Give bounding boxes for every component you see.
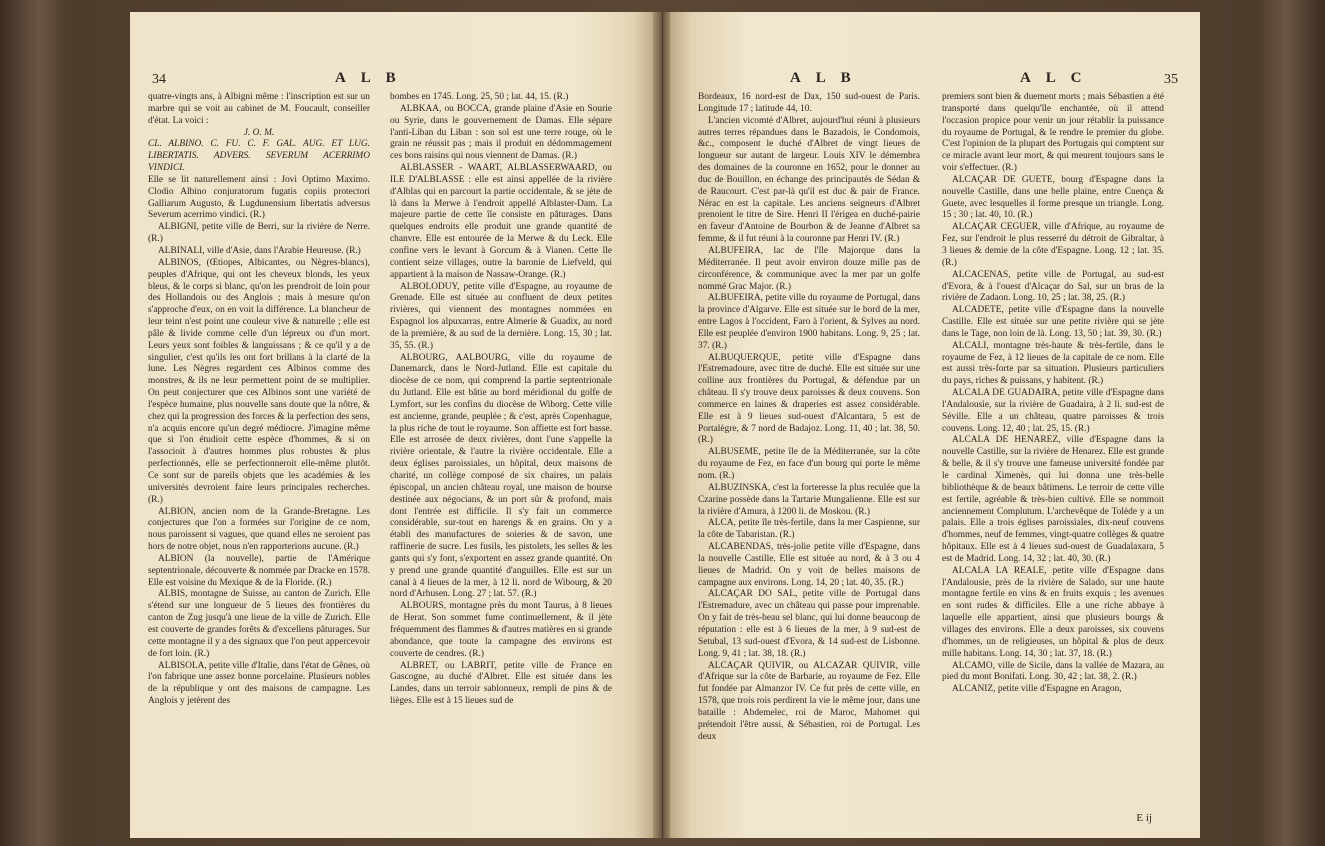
entry: ALBIGNI, petite ville de Berri, sur la rivière de Nerre. (R.) [148,222,370,245]
entry: ALCALA LA REALE, petite ville d'Espagne dans l'Andalousie, près de la rivière de Salado, sur une haute montagne fertile en vins & en fruits exquis ; les avenues en sont rudes & difficiles. Elle a une riche abbaye à laquelle elle appartient, ainsi que plusieurs bourgs & villages des environs. Elle a deux paroisses, six couvens d'hommes, un de religieuses, un hôpital & plus de deux mille habitans. Long. 14, 30 ; lat. 37, 18. (R.) [942,565,1164,659]
entry: ALBION (la nouvelle), partie de l'Amérique septentrionale, découverte & nommée par Dracke en 1578. Elle est voisine du Mexique & de la Floride. (R.) [148,553,370,588]
entry: ALCA, petite île très-fertile, dans la mer Caspienne, sur la côte de Tabaristan. (R.) [698,518,920,541]
entry: ALCAÇAR DE GUETE, bourg d'Espagne dans la nouvelle Castille, dans une belle plaine, entre Cuença & Guete, avec lesquelles il forme presque un triangle. Long. 15 ; 30 ; lat. 40, 10. (R.) [942,174,1164,221]
page-number: 35 [1164,72,1178,87]
entry: ALCALA DE GUADAIRA, petite ville d'Espagne dans l'Andalousie, sur la rivière de Guadaira, à 2 li. sud-est de Séville. Elle a un château, quatre paroisses & trois couvens. Long. 12, 40 ; lat. 25, 15. (R.) [942,388,1164,434]
entry: ALCABENDAS, très-jolie petite ville d'Espagne, dans la nouvelle Castille. Elle est située au nord, & à 3 ou 4 lieues de Madrid. On y voit de belles maisons de campagne aux environs. Long. 14, 20 ; lat. 40, 35. (R.) [698,542,920,588]
entry: ALBIS, montagne de Suisse, au canton de Zurich. Elle s'étend sur une longueur de 5 lieues des frontières du canton de Zug jusqu'à une lieue de la ville de Zurich. Elle est couverte de grandes forêts & d'excellens pâturages. Sur cette montagne il y a des signaux que l'on peut appercevoir de fort loin. (R.) [148,589,370,659]
entry: Bordeaux, 16 nord-est de Dax, 150 sud-ouest de Paris. Longitude 17 ; latitude 44, 10. [698,92,920,114]
entry: ALCALA DE HENAREZ, ville d'Espagne dans la nouvelle Castille, sur la rivière de Henarez. Elle est grande & belle, & il s'y trouve une fameuse université fondée par le cardinal Ximenès, qui lui donna une très-belle bibliothèque & de beaux bâtimens. Le terroir de cette ville est fertile, agréable & très-bien cultivé. Elle se nommoit anciennement Complutum. L'archevêque de Tolède y a un palais. Elle a trois églises paroissiales, dix-neuf couvens d'hommes, neuf de femmes, vingt-quatre collèges & quatre hôpitaux. Elle est à 4 lieues sud-ouest de Guadalaxara, 5 est de Madrid. Long. 14, 32 ; lat. 40, 30. (R.) [942,435,1164,564]
inscription: CL. ALBINO. C. FU. C. F. GAL. AUG. ET LUG. LIBERTATIS. ADVERS. SEVERUM ACERRIMO VINDICI. [148,139,370,174]
right-column [390,92,612,708]
entry: ALBINALI, ville d'Asie, dans l'Arabie Heureuse. (R.) [158,245,361,256]
entry: ALCAÇAR CEGUER, ville d'Afrique, au royaume de Fez, sur l'endroit le plus resserré du détroit de Gibraltar, à 3 lieues & demie de la côte d'Espagne. Long. 12 ; lat. 35. (R.) [942,222,1164,268]
entry: ALBUZINSKA, c'est la forteresse la plus reculée que la Czarine possède dans la Tartarie Mungalienne. Elle est sur la rivière d'Amura, à 1200 li. de Moskou. (R.) [698,482,920,517]
right-page [670,12,1200,838]
left-column [148,92,370,708]
entry: ALBKAA, ou BOCCA, grande plaine d'Asie en Sourie ou Syrie, dans le gouvernement de Damas. Elle sépare l'anti-Liban du Liban : son sol est une terre rouge, où le grain ne réussit pas ; mais il produit en dédommagement ces bons raisins qui nous viennent de Damas. (R.) [390,103,612,162]
entry: ALCAÇAR QUIVIR, ou ALCAZAR QUIVIR, ville d'Afrique sur la côte de Barbarie, au royaume de Fez. Elle fut fondée par Almanzor IV. Ce fut près de cette ville, en 1578, que trois rois perdirent la vie le même jour, dans une bataille : Abdemelec, roi de Maroc, Mahomet qui prétendoit l'être aussi, & Sébastien, roi de Portugal. Les deux [698,660,920,742]
entry: ALBLASSER - WAART, ALBLASSERWAARD, ou ILE D'ALBLASSE : elle est ainsi appellée de la rivière d'Alblas qui en parcourt la partie occidentale, & se jète de là dans la Merwe à l'endroit appellé Alblaster-Dam. La majeure partie de cette île consiste en pâturages. Dans quelques endroits elle produit une grande quantité de chanvre. Elle est entourée de la Merwe & du Leck. Elle confine vers le levant à Gorcum & à Vianen. Cette île contient seize villages, outre la baronie de Liefveld, qui appartient à la maison de Nassaw-Orange. (R.) [390,163,612,280]
running-head-left: A L B [790,70,857,86]
entry: ALBISOLA, petite ville d'Italie, dans l'état de Gênes, où l'on fabrique une assez bonne porcelaine. Plusieurs nobles de la république y ont des maisons de campagne. Les Anglois y jetèrent des [148,660,370,707]
page-number: 34 [152,72,166,87]
entry: ALBUSEME, petite île de la Méditerranée, sur la côte du royaume de Fez, en face d'un bourg qui porte le même nom. (R.) [698,447,920,481]
entry: bombes en 1745. Long. 25, 50 ; lat. 44, 15. (R.) [390,92,569,102]
entry: ALBUFEIRA, petite ville du royaume de Portugal, dans la province d'Algarve. Elle est située sur le bord de la mer, entre Lagos à l'occident, Faro à l'orient, & Sylves au nord. Elle est peuplée d'environ 1900 habitans. Long. 9, 25 ; lat. 37. (R.) [698,293,920,351]
paragraph: Elle se lit naturellement ainsi : Jovi Optimo Maximo. Clodio Albino conjuratorum fugatis copiis protectori Galliarum Augusto, & Lugdunensium libertatis adversus Severum acerrimo vindici. (R.) [148,174,370,221]
entry: ALBION, ancien nom de la Grande-Bretagne. Les conjectures que l'on a formées sur l'origine de ce nom, nous paroissent si vagues, que quand elles ne seroient pas hors de notre objet, nous n'en rapporterions aucune. (R.) [148,506,370,553]
entry: ALCALI, montagne très-haute & très-fertile, dans le royaume de Fez, à 12 lieues de la capitale de ce nom. Elle est aussi très-forte par sa situation. Plusieurs particuliers du pays, riches & puissans, y habitent. (R.) [942,340,1164,387]
running-head: A L B [335,70,402,86]
entry: ALCACENAS, petite ville de Portugal, au sud-est d'Evora, & à l'ouest d'Alcaçar do Sal, sur un bras de la rivière de Zadaon. Long. 10, 25 ; lat. 38, 25. (R.) [942,269,1164,304]
entry: ALCAMO, ville de Sicile, dans la vallée de Mazara, au pied du mont Bonifati. Long. 30, 42 ; lat. 38, 2. (R.) [942,660,1164,683]
entry: ALCANIZ, petite ville d'Espagne en Aragon, [952,684,1122,695]
entry: ALCADETE, petite ville d'Espagne dans la nouvelle Castille. Elle est située sur une petite rivière qui se jète dans le Tage, non loin de là. Long. 13, 50 ; lat. 39, 30. (R.) [942,305,1164,339]
entry: ALBUFEIRA, lac de l'île Majorque dans la Méditerranée. Il peut avoir environ douze mille pas de circonférence, & communique avec la mer par un golfe nommé Grac Major. (R.) [698,245,920,292]
entry: ALCAÇAR DO SAL, petite ville de Portugal dans l'Estremadure, avec un château qui passe pour imprenable. On y fait de très-beau sel blanc, qui lui donne beaucoup de réputation : elle est à 6 lieues de la mer, à 9 sud-est de Setubal, 13 sud-ouest d'Evora, & 14 sud-est de Lisbonne. Long. 9, 41 ; lat. 38, 18. (R.) [698,589,920,659]
entry: L'ancien vicomté d'Albret, aujourd'hui réuni à plusieurs autres terres répandues dans le Bazadois, le Condomois, &c., composent le duché d'Albret de vingt lieues de longueur sur autant de largeur. Louis XIV le démembra des domaines de la couronne en 1652, pour le donner au duc de Bouillon, en échange des principautés de Sédan & de Raucourt. C'est par-là qu'il est duc & pair de France. Nérac en est la capitale. Les anciens seigneurs d'Albret prenoient le titre de Sire. Henri II l'érigea en duché-pairie en faveur d'Antoine de Bourbon & de Jeanne d'Albret sa femme, & il fut réuni à la couronne par Henri IV. (R.) [698,115,920,245]
left-page [130,12,655,838]
right-column [942,92,1164,696]
left-column [698,92,920,743]
entry: premiers sont bien & duement morts ; mais Sébastien a été transporté dans quelqu'île enchantée, où il attend l'occasion propice pour venir un jour rétablir la puissance du royaume de Portugal, & le rendre le premier du globe. C'est l'opinion de la plupart des Portugais qui comptent sur ce miracle avant leur mort, & qui meurent toujours sans le voir s'effectuer. (R.) [942,92,1164,174]
entry: ALBOLODUY, petite ville d'Espagne, au royaume de Grenade. Elle est située au confluent de deux petites rivières, qui viennent des montagnes nommées en Espagnol los alpuxarras, entre Almerie & Guadix, au nord de la première, & au sud de la dernière. Long. 15, 30 ; lat. 35, 55. (R.) [390,281,612,351]
entry: ALBRET, ou LABRIT, petite ville de France en Gascogne, au duché d'Albret. Elle est située dans les Landes, dans un terroir sablonneux, rempli de pins & de lièges. Elle est à 15 lieues sud de [390,660,612,707]
entry: ALBOURS, montagne près du mont Taurus, à 8 lieues de Herat. Son sommet fume continuellement, & il jète fréquemment des flammes & d'autres matières en si grande abondance, que toute la campagne des environs est couverte de cendres. (R.) [390,601,612,659]
entry: ALBUQUERQUE, petite ville d'Espagne dans l'Estremadoure, avec titre de duché. Elle est située sur une colline aux frontières du Portugal, & défendue par un château. Il s'y trouve deux paroisses & deux couvens. Son commerce en laines & draperies est assez considérable. Elle est à 9 lieues sud-ouest d'Alcantara, 5 est de Portalègre, & 7 nord de Badajoz. Long. 11, 40 ; lat. 38, 50. (R.) [698,352,920,446]
signature-mark: E ij [1136,812,1152,824]
inscription-heading: J. O. M. [243,127,275,138]
entry: ALBOURG, AALBOURG, ville du royaume de Danemarck, dans le Nord-Jutland. Elle est capitale du diocèse de ce nom, qui comprend la partie septentrionale du Jutland. Elle est bâtie au bord méridional du golfe de Lymfort, sur les confins du diocèse de Wiborg. Cette ville est ancienne, grande, peuplée ; & c'est, après Copenhague, la plus riche de tout le royaume. Son affiette est fort basse. Elle est arrosée de deux rivières, dont l'une s'appelle la rivière orientale, & l'autre la rivière occidentale. Elle a deux églises paroissiales, un hôpital, deux maisons de charité, un collège composé de six chaires, un palais épiscopal, un ancien château royal, une maison de bourse destinée aux négocians, & un port sûr & profond, mais dont l'entrée est difficile. Il s'y fait un commerce considérable, sur-tout en harengs & en grains. On y a établi des manufactures de soieries & de savon, une raffinerie de sucre. Les fusils, les pistolets, les selles & les gants qui s'y font, s'exportent en assez grande quantité. On y prend une grande quantité d'anguilles. Elle est sur un canal à 4 lieues de la mer, à 12 li. nord de Wibourg, & 20 nord d'Arhusen. Long. 27 ; lat. 57. (R.) [390,352,612,600]
running-head-right: A L C [1020,70,1088,86]
entry: ALBINOS, (Œtiopes, Albicantes, ou Nègres-blancs), peuples d'Afrique, qui ont les cheveux blonds, les yeux bleus, & le corps si blanc, qu'on les prendroit de loin pour des Hollandois ou des Anglois ; mais à mesure qu'on s'approche d'eux, on en voit la différence. La blancheur de leur teint n'est point une couleur vive & naturelle ; elle est pâle & livide comme celle d'un lépreux ou d'un mort. Leurs yeux sont foibles & languissans ; & ce qu'il y a de singulier, c'est qu'ils les ont fort brillans à la clarté de la lune. Les Nègres regardent ces Albinos comme des monstres, & ils ne leur permettent point de se multiplier. On peut conjecturer que ces Albinos sont une variété de l'espèce humaine, plus nouvelle sans doute que la nôtre, & chez qui la progression des forces & la perfection des sens, n'a acquis encore qu'un degré médiocre. J'imagine même que si l'on étudioit cette espèce d'hommes, & si on l'associoit à d'autres hommes plus robustes & plus perfectionnés, elle se perfectionneroit elle-même plutôt. Ce sont sur de pareils objets que les académies & les universités devroient faire leurs principales recherches. (R.) [148,257,370,505]
paragraph: quatre-vingts ans, à Albigni même : l'inscription est sur un marbre qui se voit au cabinet de M. Foucault, conseiller d'état. La voici : [148,92,370,126]
